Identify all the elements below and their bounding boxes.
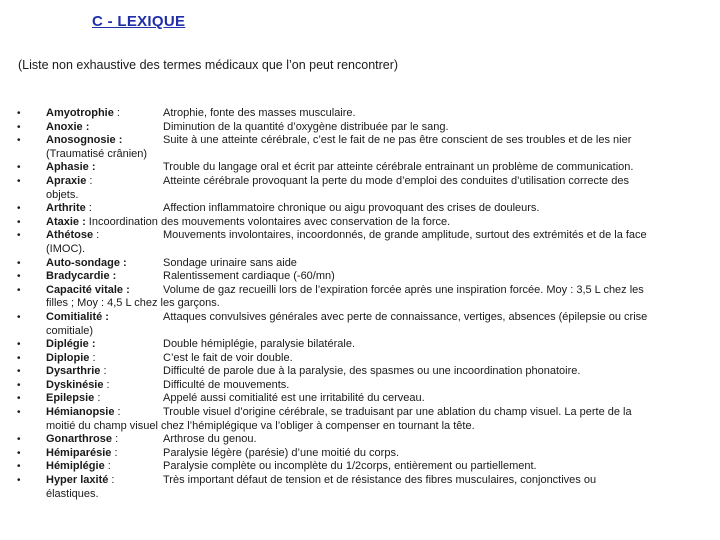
- page-subtitle: (Liste non exhaustive des termes médicaux que l’on peut rencontrer): [18, 58, 399, 72]
- glossary-entry: [0, 134, 694, 161]
- glossary-entry: [0, 406, 694, 433]
- bullet-icon: •: [17, 135, 21, 147]
- bullet-icon: •: [17, 175, 21, 187]
- glossary-list: [0, 107, 720, 501]
- term-separator: :: [100, 365, 107, 378]
- glossary-term: Dysarthrie: [46, 365, 101, 378]
- glossary-term: Gonarthrose: [46, 433, 113, 446]
- bullet-icon: •: [17, 461, 21, 473]
- glossary-definition: Diminution de la quantité d’oxygène distribuée par le sang.: [163, 120, 449, 133]
- definition-continuation: objets.: [46, 188, 79, 201]
- bullet-icon: •: [17, 447, 21, 459]
- bullet-icon: •: [17, 434, 21, 446]
- glossary-entry: [0, 474, 694, 501]
- glossary-term: Hyper laxité: [46, 474, 109, 487]
- bullet-icon: •: [17, 216, 21, 228]
- glossary-definition: Trouble visuel d’origine cérébrale, se traduisant par une ablation du champ visuel. La perte de la: [163, 406, 632, 419]
- bullet-icon: •: [17, 203, 21, 215]
- glossary-entry: [0, 229, 694, 256]
- glossary-definition: Paralysie légère (parésie) d’une moitié du corps.: [163, 446, 400, 459]
- glossary-definition: Ralentissement cardiaque (-60/mn): [163, 270, 335, 283]
- bullet-icon: •: [17, 352, 21, 364]
- glossary-entry: [0, 161, 694, 175]
- glossary-term: Diplopie: [46, 351, 90, 364]
- term-separator: :: [113, 107, 120, 119]
- term-separator: :: [112, 433, 119, 446]
- bullet-icon: •: [17, 311, 21, 323]
- definition-continuation: comitiale): [46, 324, 94, 337]
- glossary-term: Bradycardie :: [46, 270, 117, 283]
- bullet-icon: •: [17, 271, 21, 283]
- glossary-term: Diplégie :: [46, 338, 96, 351]
- glossary-definition: Paralysie complète ou incomplète du 1/2corps, entièrement ou partiellement.: [163, 460, 537, 473]
- glossary-term: Ataxie :: [46, 215, 86, 228]
- glossary-entry: [0, 379, 694, 393]
- bullet-icon: •: [17, 284, 21, 296]
- bullet-icon: •: [17, 121, 21, 133]
- term-separator: :: [85, 202, 92, 215]
- glossary-entry: [0, 338, 694, 352]
- page-title: C - LEXIQUE: [92, 13, 186, 30]
- glossary-term: Amyotrophie: [46, 107, 114, 119]
- definition-continuation: filles ; Moy : 4,5 L chez les garçons.: [46, 297, 220, 310]
- glossary-term: Aphasie :: [46, 161, 96, 174]
- definition-continuation: (Traumatisé crânien): [46, 147, 148, 160]
- term-separator: :: [104, 460, 111, 473]
- bullet-icon: •: [17, 393, 21, 405]
- glossary-term: Athétose: [46, 229, 94, 242]
- definition-continuation: élastiques.: [46, 487, 99, 500]
- glossary-definition: Difficulté de mouvements.: [163, 378, 290, 391]
- glossary-entry: [0, 433, 694, 447]
- glossary-entry: [0, 202, 694, 216]
- glossary-definition: Incoordination des mouvements volontaires avec conservation de la force.: [85, 215, 451, 228]
- glossary-definition: Très important défaut de tension et de résistance des fibres musculaires, conjonctives ou: [163, 474, 597, 487]
- glossary-term: Anoxie :: [46, 120, 90, 133]
- glossary-entry: [0, 392, 694, 406]
- glossary-term: Hémiplégie: [46, 460, 105, 473]
- glossary-term: Hémiparésie: [46, 446, 112, 459]
- bullet-icon: •: [17, 257, 21, 269]
- bullet-icon: •: [17, 475, 21, 487]
- glossary-term: Capacité vitale :: [46, 283, 130, 296]
- glossary-definition: Sondage urinaire sans aide: [163, 256, 297, 269]
- bullet-icon: •: [17, 230, 21, 242]
- glossary-entry: [0, 270, 694, 284]
- term-separator: :: [94, 392, 101, 405]
- glossary-definition: Trouble du langage oral et écrit par atteinte cérébrale entrainant un problème de communication.: [163, 161, 634, 174]
- glossary-definition: Volume de gaz recueilli lors de l’expiration forcée après une inspiration forcée. Moy : 3,5 L chez les: [163, 283, 644, 296]
- glossary-entry: [0, 257, 694, 271]
- glossary-term: Auto-sondage :: [46, 256, 127, 269]
- glossary-term: Anosognosie :: [46, 134, 123, 147]
- glossary-term: Comitialité :: [46, 310, 109, 323]
- bullet-icon: •: [17, 366, 21, 378]
- term-separator: :: [86, 174, 93, 187]
- glossary-definition: Suite à une atteinte cérébrale, c’est le fait de ne pas être conscient de ses troubles et de les nier: [163, 134, 632, 147]
- term-separator: :: [114, 406, 121, 419]
- glossary-entry: [0, 365, 694, 379]
- glossary-entry: [0, 107, 694, 121]
- bullet-icon: •: [17, 108, 21, 119]
- glossary-definition: Difficulté de parole due à la paralysie, des spasmes ou une incoordination phonatoire.: [163, 365, 581, 378]
- glossary-term: Hémianopsie: [46, 406, 115, 419]
- glossary-entry: [0, 121, 694, 135]
- glossary-definition: Arthrose du genou.: [163, 433, 257, 446]
- term-separator: :: [108, 474, 115, 487]
- glossary-definition: Atteinte cérébrale provoquant la perte du mode d’emploi des conduites d’utilisation correcte des: [163, 174, 629, 187]
- bullet-icon: •: [17, 339, 21, 351]
- glossary-term: Apraxie: [46, 174, 87, 187]
- glossary-definition: Mouvements involontaires, incoordonnés, de grande amplitude, surtout des extrémités et de la face: [163, 229, 647, 242]
- glossary-definition: C’est le fait de voir double.: [163, 351, 293, 364]
- term-separator: :: [111, 446, 118, 459]
- glossary-entry: [0, 311, 694, 338]
- bullet-icon: •: [17, 379, 21, 391]
- glossary-definition: Double hémiplégie, paralysie bilatérale.: [163, 338, 356, 351]
- definition-continuation: moitié du champ visuel chez l’hémiplégique va l’obliger à compenser en tournant la tête.: [46, 419, 475, 432]
- glossary-entry: [0, 284, 694, 311]
- term-separator: :: [89, 351, 96, 364]
- glossary-entry: [0, 352, 694, 366]
- glossary-term: Epilepsie: [46, 392, 95, 405]
- glossary-definition: Affection inflammatoire chronique ou aigu provoquant des crises de douleurs.: [163, 202, 540, 215]
- definition-continuation: (IMOC).: [46, 242, 86, 255]
- glossary-entry: [0, 216, 694, 230]
- glossary-entry: [0, 447, 694, 461]
- term-separator: :: [93, 229, 100, 242]
- glossary-term: Arthrite: [46, 202, 86, 215]
- glossary-definition: Appelé aussi comitialité est une irritabilité du cerveau.: [163, 392, 425, 405]
- bullet-icon: •: [17, 407, 21, 419]
- glossary-definition: Attaques convulsives générales avec perte de connaissance, vertiges, absences (épilepsie ou crise: [163, 310, 648, 323]
- bullet-icon: •: [17, 162, 21, 174]
- glossary-entry: [0, 460, 694, 474]
- glossary-term: Dyskinésie: [46, 378, 104, 391]
- glossary-definition: Atrophie, fonte des masses musculaire.: [163, 107, 356, 119]
- glossary-entry: [0, 175, 694, 202]
- term-separator: :: [103, 378, 110, 391]
